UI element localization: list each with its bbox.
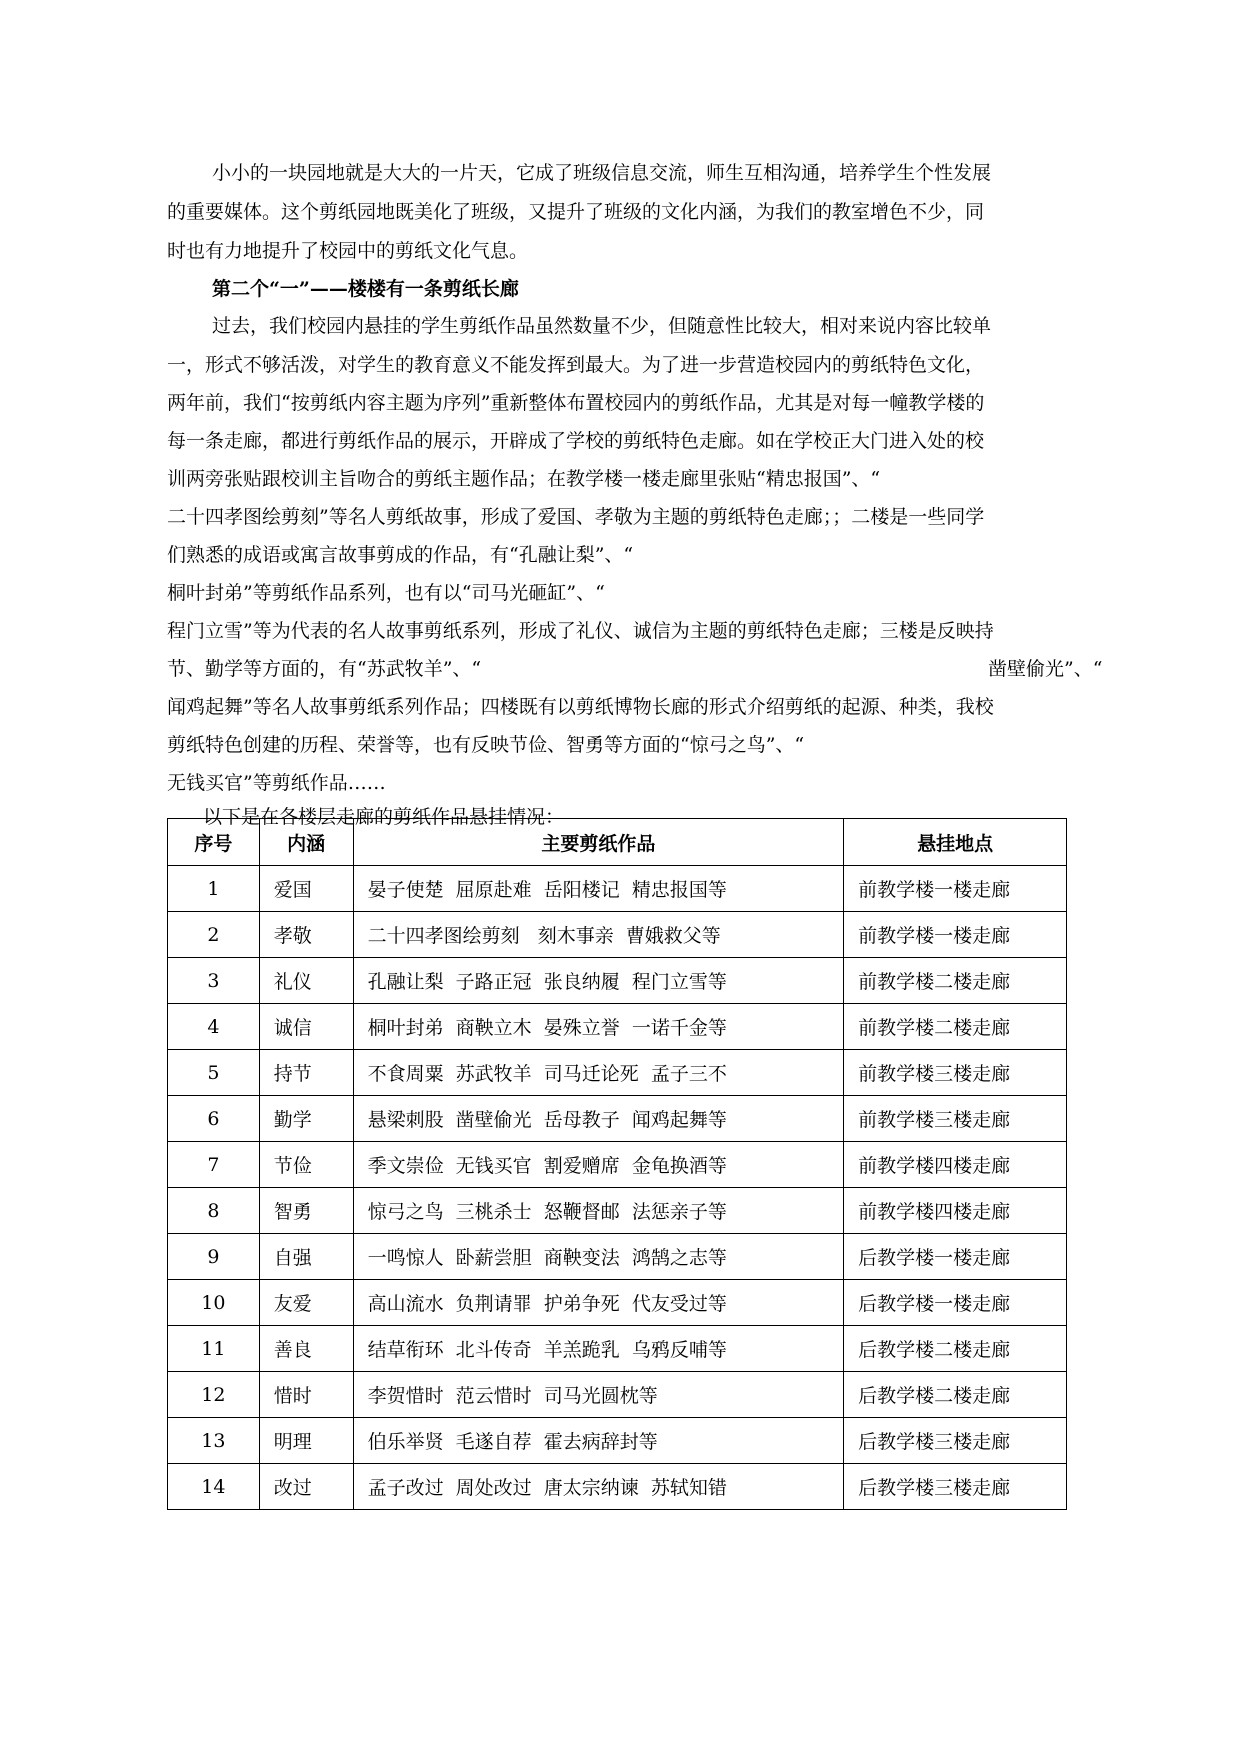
row-works: 孔融让梨 子路正冠 张良纳履 程门立雪等 <box>353 958 844 1004</box>
paragraph-line: 过去，我们校园内悬挂的学生剪纸作品虽然数量不少，但随意性比较大，相对来说内容比较单 <box>212 315 992 337</box>
row-works: 高山流水 负荆请罪 护弟争死 代友受过等 <box>353 1280 844 1326</box>
table-row <box>168 958 1067 1004</box>
row-works: 晏子使楚 屈原赴难 岳阳楼记 精忠报国等 <box>353 866 844 912</box>
row-location: 后教学楼一楼走廊 <box>844 1280 1067 1326</box>
table-intro: 以下是在各楼层走廊的剪纸作品悬挂情况： <box>203 806 565 828</box>
row-location: 前教学楼三楼走廊 <box>844 1050 1067 1096</box>
row-works: 一鸣惊人 卧薪尝胆 商鞅变法 鸿鹄之志等 <box>353 1234 844 1280</box>
row-number: 1 <box>168 866 260 912</box>
paragraph-line: 凿壁偷光”、“ <box>988 658 1103 680</box>
row-location: 前教学楼二楼走廊 <box>844 1004 1067 1050</box>
table-row <box>168 866 1067 912</box>
header-works: 主要剪纸作品 <box>353 819 844 866</box>
row-meaning: 惜时 <box>259 1372 353 1418</box>
row-meaning: 友爱 <box>259 1280 353 1326</box>
table-row <box>168 1188 1067 1234</box>
row-location: 前教学楼一楼走廊 <box>844 912 1067 958</box>
row-meaning: 持节 <box>259 1050 353 1096</box>
section-heading: 第二个“一”——楼楼有一条剪纸长廊 <box>212 278 519 300</box>
table-row <box>168 1142 1067 1188</box>
row-works: 伯乐举贤 毛遂自荐 霍去病辞封等 <box>353 1418 844 1464</box>
paragraph-line: 无钱买官”等剪纸作品…… <box>167 772 386 794</box>
paragraph-line: 每一条走廊，都进行剪纸作品的展示，开辟成了学校的剪纸特色走廊。如在学校正大门进入处的校 <box>167 430 985 452</box>
row-meaning: 诚信 <box>259 1004 353 1050</box>
row-works: 惊弓之鸟 三桃杀士 怒鞭督邮 法惩亲子等 <box>353 1188 844 1234</box>
table-row <box>168 1464 1067 1510</box>
paragraph-line: 两年前，我们“按剪纸内容主题为序列”重新整体布置校园内的剪纸作品，尤其是对每一幢教学楼的 <box>167 392 985 414</box>
table-row <box>168 1050 1067 1096</box>
row-location: 后教学楼一楼走廊 <box>844 1234 1067 1280</box>
paragraph-line: 二十四孝图绘剪刻”等名人剪纸故事，形成了爱国、孝敬为主题的剪纸特色走廊；；二楼是一些同学 <box>167 506 985 528</box>
row-meaning: 孝敬 <box>259 912 353 958</box>
row-number: 7 <box>168 1142 260 1188</box>
row-number: 5 <box>168 1050 260 1096</box>
row-number: 12 <box>168 1372 260 1418</box>
row-meaning: 节俭 <box>259 1142 353 1188</box>
paragraph-line: 剪纸特色创建的历程、荣誉等，也有反映节俭、智勇等方面的“惊弓之鸟”、“ <box>167 734 805 756</box>
row-number: 6 <box>168 1096 260 1142</box>
table-row <box>168 1004 1067 1050</box>
table-row <box>168 1326 1067 1372</box>
row-works: 季文崇俭 无钱买官 割爱赠席 金龟换酒等 <box>353 1142 844 1188</box>
paragraph-line: 闻鸡起舞”等名人故事剪纸系列作品；四楼既有以剪纸博物长廊的形式介绍剪纸的起源、种类，我校 <box>167 696 994 718</box>
row-location: 后教学楼三楼走廊 <box>844 1464 1067 1510</box>
row-location: 前教学楼一楼走廊 <box>844 866 1067 912</box>
row-location: 后教学楼二楼走廊 <box>844 1326 1067 1372</box>
row-meaning: 善良 <box>259 1326 353 1372</box>
table-row <box>168 1280 1067 1326</box>
row-number: 13 <box>168 1418 260 1464</box>
row-location: 后教学楼二楼走廊 <box>844 1372 1067 1418</box>
row-number: 10 <box>168 1280 260 1326</box>
row-meaning: 勤学 <box>259 1096 353 1142</box>
papercut-works-table <box>167 818 1067 1510</box>
row-works: 桐叶封弟 商鞅立木 晏殊立誉 一诺千金等 <box>353 1004 844 1050</box>
row-meaning: 明理 <box>259 1418 353 1464</box>
table-header-row <box>168 819 1067 866</box>
table-row <box>168 1418 1067 1464</box>
row-works: 结草衔环 北斗传奇 羊羔跪乳 乌鸦反哺等 <box>353 1326 844 1372</box>
row-number: 4 <box>168 1004 260 1050</box>
paragraph-line: 们熟悉的成语或寓言故事剪成的作品，有“孔融让梨”、“ <box>167 544 634 566</box>
row-number: 8 <box>168 1188 260 1234</box>
row-works: 李贺惜时 范云惜时 司马光圆枕等 <box>353 1372 844 1418</box>
paragraph-line: 程门立雪”等为代表的名人故事剪纸系列，形成了礼仪、诚信为主题的剪纸特色走廊；三楼是反映持 <box>167 620 994 642</box>
row-works: 悬梁刺股 凿壁偷光 岳母教子 闻鸡起舞等 <box>353 1096 844 1142</box>
row-number: 14 <box>168 1464 260 1510</box>
paragraph-line: 训两旁张贴跟校训主旨吻合的剪纸主题作品；在教学楼一楼走廊里张贴“精忠报国”、“ <box>167 468 881 490</box>
row-location: 前教学楼四楼走廊 <box>844 1188 1067 1234</box>
row-number: 3 <box>168 958 260 1004</box>
paragraph-line: 时也有力地提升了校园中的剪纸文化气息。 <box>167 240 529 262</box>
table-row <box>168 1096 1067 1142</box>
paragraph-line: 一，形式不够活泼，对学生的教育意义不能发挥到最大。为了进一步营造校园内的剪纸特色文化， <box>167 354 985 376</box>
paragraph-line: 桐叶封弟”等剪纸作品系列，也有以“司马光砸缸”、“ <box>167 582 605 604</box>
header-location: 悬挂地点 <box>844 819 1067 866</box>
row-location: 前教学楼三楼走廊 <box>844 1096 1067 1142</box>
row-works: 孟子改过 周处改过 唐太宗纳谏 苏轼知错 <box>353 1464 844 1510</box>
row-works: 不食周粟 苏武牧羊 司马迁论死 孟子三不 <box>353 1050 844 1096</box>
table-row <box>168 1234 1067 1280</box>
row-location: 后教学楼三楼走廊 <box>844 1418 1067 1464</box>
row-number: 9 <box>168 1234 260 1280</box>
row-location: 前教学楼四楼走廊 <box>844 1142 1067 1188</box>
row-meaning: 改过 <box>259 1464 353 1510</box>
header-number: 序号 <box>168 819 260 866</box>
row-meaning: 礼仪 <box>259 958 353 1004</box>
row-number: 2 <box>168 912 260 958</box>
paragraph-line: 的重要媒体。这个剪纸园地既美化了班级，又提升了班级的文化内涵，为我们的教室增色不少，同 <box>167 201 985 223</box>
table-row <box>168 1372 1067 1418</box>
row-meaning: 自强 <box>259 1234 353 1280</box>
row-works: 二十四孝图绘剪刻 刻木事亲 曹娥救父等 <box>353 912 844 958</box>
row-number: 11 <box>168 1326 260 1372</box>
row-meaning: 智勇 <box>259 1188 353 1234</box>
row-location: 前教学楼二楼走廊 <box>844 958 1067 1004</box>
paragraph-line: 节、勤学等方面的，有“苏武牧羊”、“ <box>167 658 482 680</box>
row-meaning: 爱国 <box>259 866 353 912</box>
table-row <box>168 912 1067 958</box>
header-meaning: 内涵 <box>259 819 353 866</box>
paragraph-line: 小小的一块园地就是大大的一片天，它成了班级信息交流，师生互相沟通，培养学生个性发展 <box>212 162 992 184</box>
